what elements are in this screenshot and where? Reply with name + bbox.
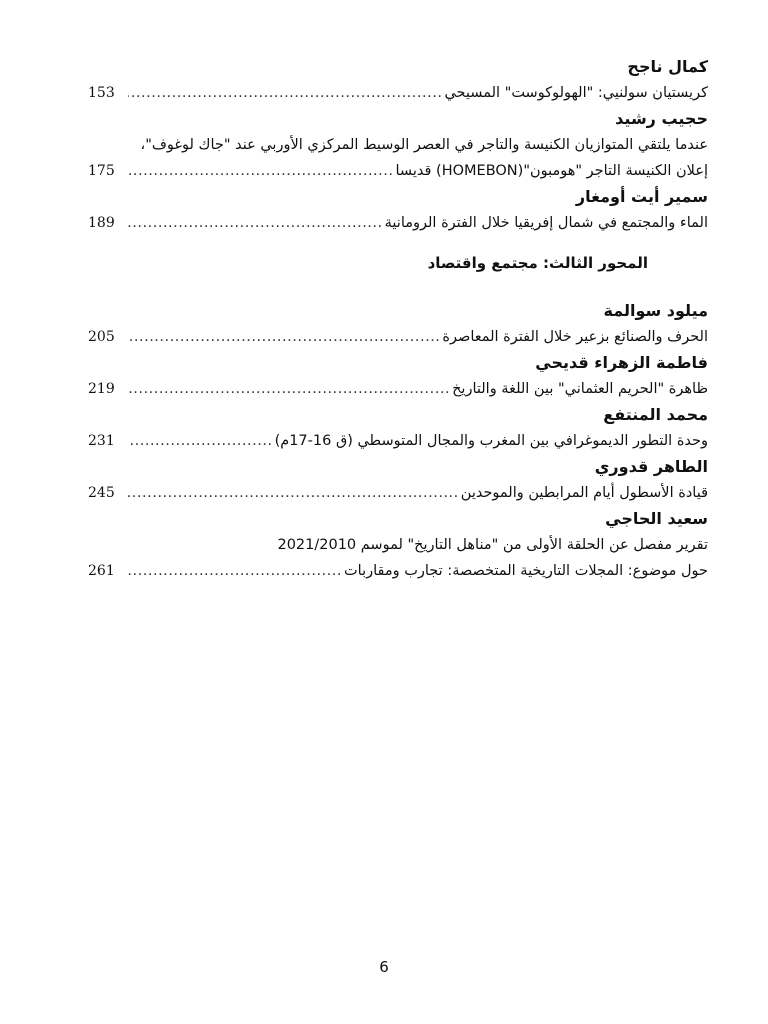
dot-leader xyxy=(128,210,383,236)
toc-entry xyxy=(88,210,708,236)
entry-page-number: 189 xyxy=(88,215,115,231)
dot-leader xyxy=(128,158,394,184)
entry-title: وحدة التطور الديموغرافي بين المغرب والمجال المتوسطي (ق 16-17م) xyxy=(274,433,708,449)
dot-leader xyxy=(128,428,273,454)
entry-page-number: 205 xyxy=(88,329,115,345)
entry-page-number: 231 xyxy=(88,433,115,449)
toc-entry xyxy=(88,376,708,402)
toc-entry xyxy=(88,480,708,506)
dot-leader xyxy=(128,558,342,584)
author-name: ميلود سوالمة xyxy=(603,301,708,320)
entry-title: الحرف والصنائع بزعير خلال الفترة المعاصرة xyxy=(442,329,708,345)
table-of-contents xyxy=(88,54,708,584)
entry-title: ظاهرة "الحريم العثماني" بين اللغة والتاريخ xyxy=(452,381,708,397)
entry-page-number: 261 xyxy=(88,563,115,579)
entry-title: الماء والمجتمع في شمال إفريقيا خلال الفترة الرومانية xyxy=(384,215,708,231)
entry-page-number: 245 xyxy=(88,485,115,501)
entry-title-line: عندما يلتقي المتوازيان الكنيسة والتاجر في العصر الوسيط المركزي الأوربي عند "جاك لوغوف"، xyxy=(140,137,708,153)
entry-page-number: 175 xyxy=(88,163,115,179)
author-name: كمال ناجح xyxy=(627,57,708,76)
author-name: الطاهر قدوري xyxy=(594,457,708,476)
author-name: محمد المنتفع xyxy=(603,405,708,424)
entry-title: حول موضوع: المجلات التاريخية المتخصصة: تجارب ومقاربات xyxy=(344,563,708,579)
toc-entry xyxy=(88,324,708,350)
toc-entry xyxy=(88,80,708,106)
entry-title: قيادة الأسطول أيام المرابطين والموحدين xyxy=(460,485,708,501)
dot-leader xyxy=(128,80,442,106)
toc-entry xyxy=(88,428,708,454)
section-heading: المحور الثالث: مجتمع واقتصاد xyxy=(427,254,648,272)
author-name: حجيب رشيد xyxy=(615,109,708,128)
toc-entry xyxy=(88,558,708,584)
page-number: 6 xyxy=(379,958,389,976)
entry-page-number: 219 xyxy=(88,381,115,397)
toc-entry xyxy=(88,158,708,184)
entry-title: كريستيان سولنيي: "الهولوكوست" المسيحي xyxy=(444,85,708,101)
entry-title-line: تقرير مفصل عن الحلقة الأولى من "مناهل التاريخ" لموسم 2021/2010 xyxy=(277,537,708,553)
author-name: فاطمة الزهراء قديحي xyxy=(535,353,708,372)
dot-leader xyxy=(128,376,450,402)
entry-page-number: 153 xyxy=(88,85,115,101)
dot-leader xyxy=(128,480,459,506)
entry-title: إعلان الكنيسة التاجر "هومبون"(HOMEBON) قديسا xyxy=(395,163,708,179)
author-name: سمير أيت أومغار xyxy=(575,187,708,206)
author-name: سعيد الحاجي xyxy=(605,509,708,528)
dot-leader xyxy=(128,324,440,350)
